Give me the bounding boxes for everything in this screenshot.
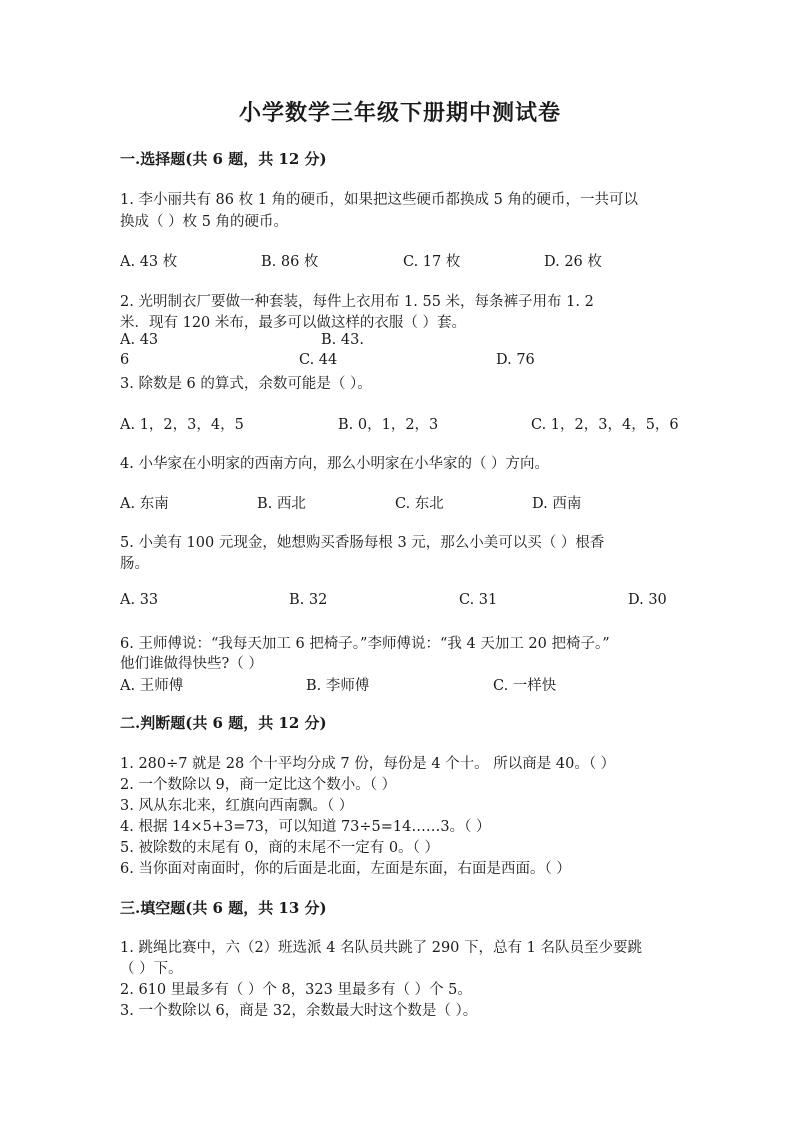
q1-option-b: B. 86 枚 [261, 254, 319, 270]
section-heading-judgment: 二.判断题(共 6 题，共 12 分) [120, 714, 327, 732]
judgment-item-6: 6. 当你面对南面时，你的后面是北面，左面是东面，右面是西面。（ ） [120, 861, 571, 877]
q2-option-b: B. 43. [321, 332, 364, 348]
fill-q3: 3. 一个数除以 6，商是 32，余数最大时这个数是（ ）。 [120, 1003, 478, 1019]
judgment-item-3: 3. 风从东北来，红旗向西南飘。（ ） [120, 798, 354, 814]
q5-option-a: A. 33 [120, 592, 159, 608]
q1-line1: 1. 李小丽共有 86 枚 1 角的硬币，如果把这些硬币都换成 5 角的硬币，一共可以 [120, 192, 638, 208]
q6-line1: 6. 王师傅说：“我每天加工 6 把椅子。”李师傅说：“我 4 天加工 20 把椅子。” [120, 636, 610, 652]
judgment-item-4: 4. 根据 14×5+3=73，可以知道 73÷5=14……3。（ ） [120, 819, 491, 835]
q4-line1: 4. 小华家在小明家的西南方向，那么小明家在小华家的（ ）方向。 [120, 456, 550, 472]
q3-option-a: A. 1，2，3，4，5 [120, 417, 244, 433]
q1-option-a: A. 43 枚 [120, 254, 178, 270]
section-heading-choice: 一.选择题(共 6 题，共 12 分) [120, 150, 327, 168]
q6-option-b: B. 李师傅 [306, 678, 370, 694]
q2-option-c: C. 44 [299, 352, 338, 368]
fill-q1-line2: （ ）下。 [120, 961, 183, 977]
q5-line1: 5. 小美有 100 元现金，她想购买香肠每根 3 元，那么小美可以买（ ）根香 [120, 535, 605, 551]
q3-line1: 3. 除数是 6 的算式，余数可能是（ ）。 [120, 376, 372, 392]
q4-option-b: B. 西北 [257, 496, 306, 512]
q4-option-d: D. 西南 [532, 496, 582, 512]
q2-option-a: A. 43 [120, 332, 159, 348]
page-title: 小学数学三年级下册期中测试卷 [238, 100, 561, 126]
q2-line2: 米．现有 120 米布，最多可以做这样的衣服（ ）套。 [120, 315, 467, 331]
q1-line2: 换成（ ）枚 5 角的硬币。 [120, 214, 289, 230]
fill-q2: 2. 610 里最多有（ ）个 8，323 里最多有（ ）个 5。 [120, 982, 472, 998]
judgment-item-5: 5. 被除数的末尾有 0，商的末尾不一定有 0。（ ） [120, 840, 439, 856]
q6-option-c: C. 一样快 [493, 678, 557, 694]
q5-line2: 肠。 [120, 556, 149, 572]
q2-option-d: D. 76 [496, 352, 535, 368]
q1-option-c: C. 17 枚 [403, 254, 461, 270]
q5-option-b: B. 32 [289, 592, 328, 608]
q3-option-c: C. 1，2，3，4，5，6 [531, 417, 679, 433]
q5-option-d: D. 30 [628, 592, 667, 608]
q3-option-b: B. 0，1，2，3 [338, 417, 439, 433]
q4-option-a: A. 东南 [120, 496, 169, 512]
q1-option-d: D. 26 枚 [544, 254, 602, 270]
fill-q1-line1: 1. 跳绳比赛中，六（2）班选派 4 名队员共跳了 290 下，总有 1 名队员至少要跳 [120, 940, 642, 956]
judgment-item-1: 1. 280÷7 就是 28 个十平均分成 7 份，每份是 4 个十。 所以商是 40。（ ） [120, 756, 616, 772]
q6-option-a: A. 王师傅 [120, 678, 184, 694]
section-heading-fill-blank: 三.填空题(共 6 题，共 13 分) [120, 899, 327, 917]
q2-line1: 2. 光明制衣厂要做一种套装，每件上衣用布 1. 55 米，每条裤子用布 1. 2 [120, 294, 594, 310]
q6-line2: 他们谁做得快些?（ ） [120, 656, 263, 672]
q2-option-b-continued: 6 [120, 352, 130, 368]
q5-option-c: C. 31 [459, 592, 498, 608]
judgment-item-2: 2. 一个数除以 9，商一定比这个数小。（ ） [120, 777, 397, 793]
q4-option-c: C. 东北 [395, 496, 444, 512]
